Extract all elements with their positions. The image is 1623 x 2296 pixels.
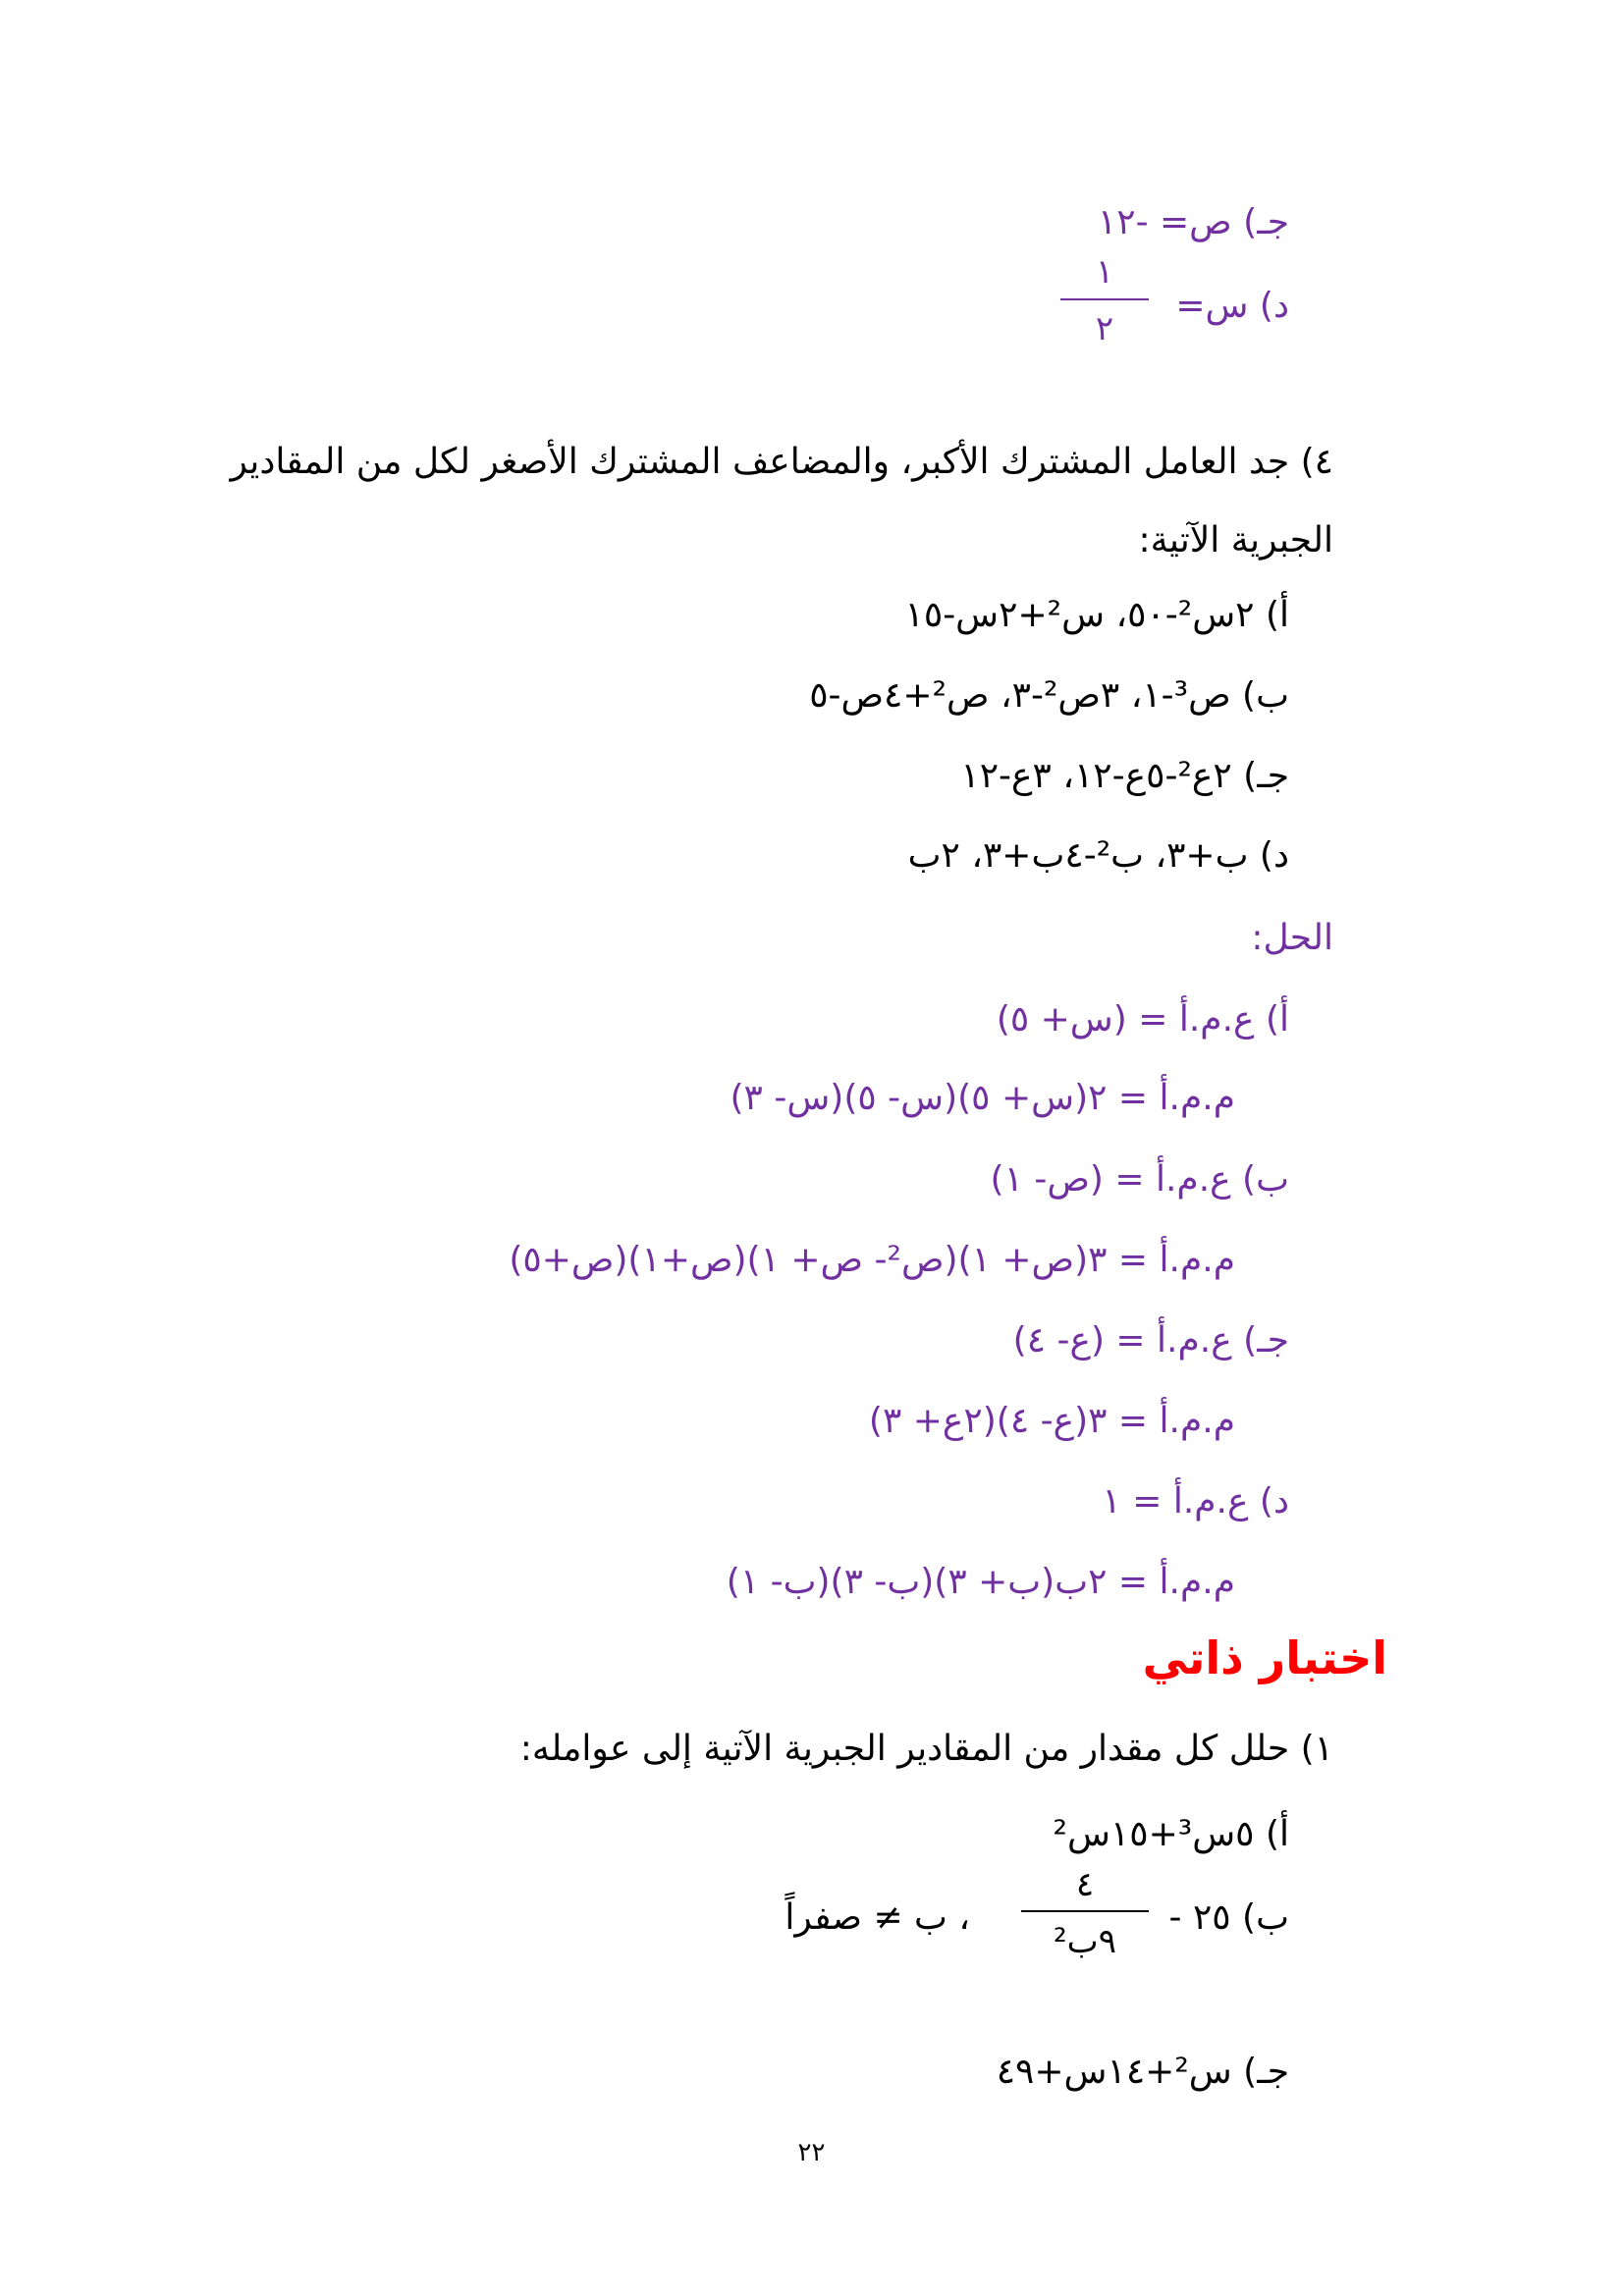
solution-b-gcd: ب) ع.م.أ = (ص- ١): [990, 1159, 1289, 1200]
q4-line2: الجبرية الآتية:: [1138, 520, 1333, 561]
self-test-fraction-denominator: ٩ب²: [1054, 1922, 1116, 1961]
solution-j-gcd: جـ) ع.م.أ = (ع- ٤): [1012, 1320, 1289, 1361]
prev-fraction-numerator: ١: [1095, 252, 1114, 292]
solution-a-lcm: م.م.أ = ٢(س+ ٥)(س- ٥)(س- ٣): [730, 1078, 1235, 1118]
self-test-title: اختبار ذاتي: [1142, 1631, 1387, 1684]
self-test-item-b: ب) ٢٥ -: [1168, 1897, 1289, 1938]
prev-solution-j: جـ) ص= -١٢: [1097, 202, 1289, 242]
self-test-item-a: أ) ٥س³+١٥س²: [1053, 1814, 1289, 1854]
solution-d-gcd: د) ع.م.أ = ١: [1102, 1481, 1289, 1522]
solution-b-lcm: م.م.أ = ٣(ص+ ١)(ص²- ص+ ١)(ص+١)(ص+٥): [509, 1240, 1235, 1280]
self-test-fraction-bar: [1021, 1910, 1149, 1912]
q4-item-a: أ) ٢س²-٥٠، س²+٢س-١٥: [904, 595, 1289, 635]
prev-fraction-bar: [1060, 298, 1149, 300]
q4-item-d: د) ب+٣، ب²-٤ب+٣، ٢ب: [907, 835, 1289, 876]
solution-a-gcd: أ) ع.م.أ = (س+ ٥): [996, 999, 1289, 1040]
q4-line1: ٤) جد العامل المشترك الأكبر، والمضاعف المشترك الأصغر لكل من المقادير: [230, 442, 1333, 482]
self-test-q1: ١) حلل كل مقدار من المقادير الجبرية الآتية إلى عوامله:: [519, 1729, 1333, 1769]
solution-label: الحل:: [1251, 918, 1333, 958]
self-test-fraction-numerator: ٤: [1075, 1865, 1095, 1904]
solution-d-lcm: م.م.أ = ٢ب(ب+ ٣)(ب- ٣)(ب- ١): [726, 1562, 1235, 1602]
page-number: ٢٢: [797, 2138, 826, 2167]
q4-item-j: جـ) ٢ع²-٥ع-١٢، ٣ع-١٢: [960, 756, 1289, 796]
solution-j-lcm: م.م.أ = ٣(ع- ٤)(٢ع+ ٣): [868, 1401, 1235, 1441]
self-test-item-b-condition: ، ب ≠ صفراً: [784, 1897, 970, 1938]
prev-fraction-denominator: ٢: [1095, 309, 1114, 348]
q4-item-b: ب) ص³-١، ٣ص²-٣، ص²+٤ص-٥: [809, 675, 1289, 716]
prev-solution-d: د) س=: [1175, 286, 1289, 326]
self-test-item-j: جـ) س²+١٤س+٤٩: [996, 2052, 1289, 2092]
